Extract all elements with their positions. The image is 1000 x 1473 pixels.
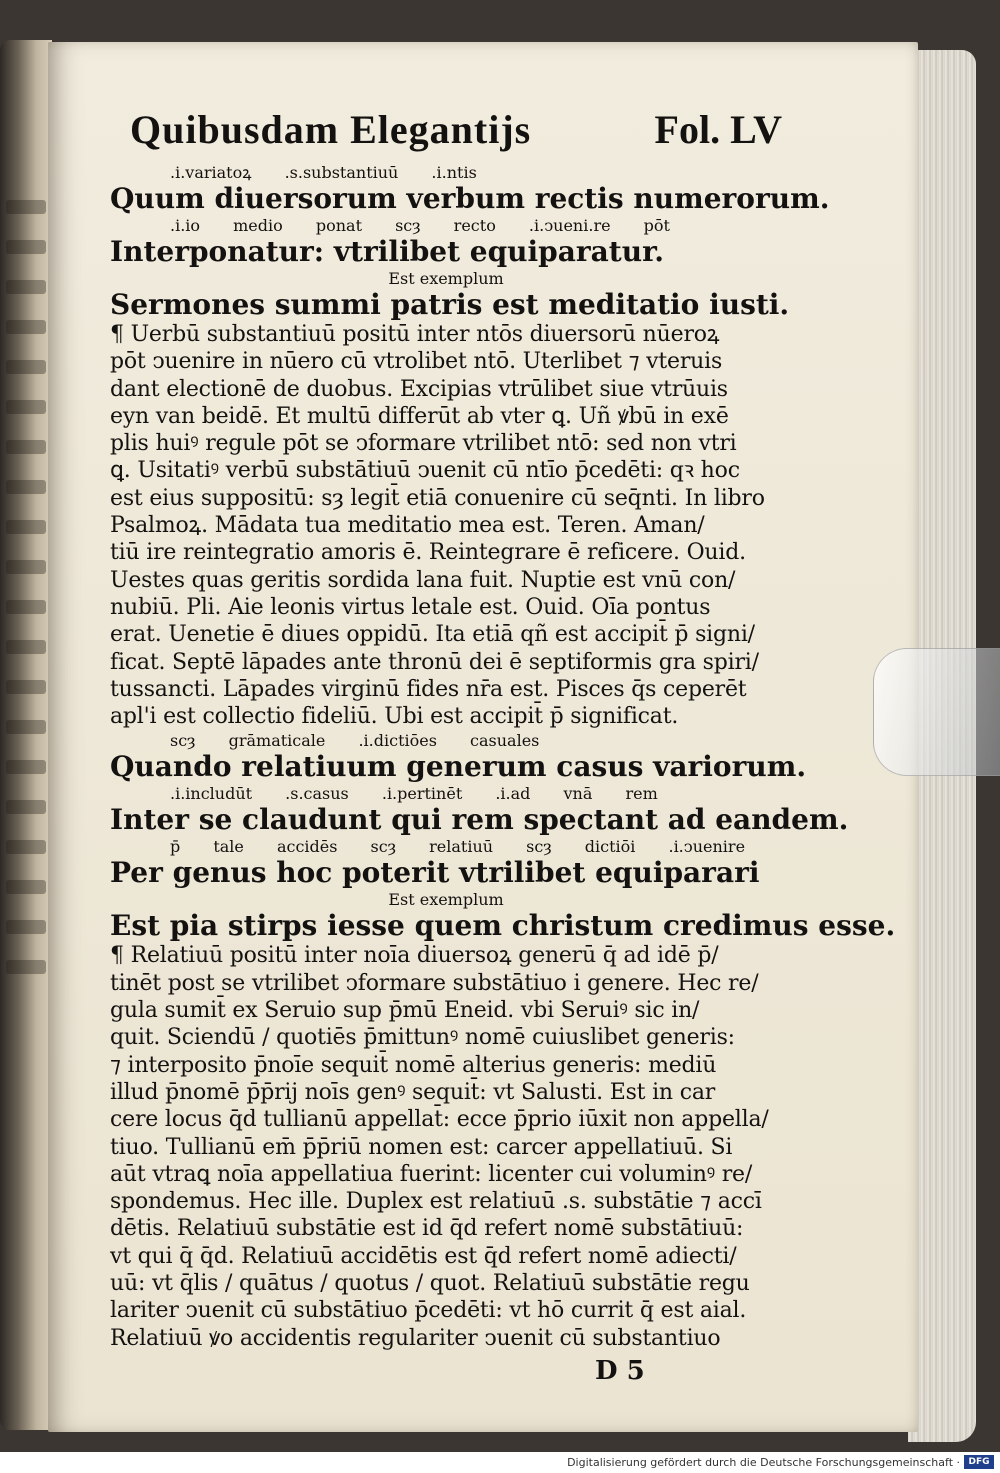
prose-line: uū: vt q̄lis / quātus / quotus / quot. Relatiuū substātie regu bbox=[110, 1271, 750, 1297]
prose-line: ¶ Uerbū substantiuū positū inter ntōs diuersorū nūeroꝝ bbox=[110, 322, 720, 347]
prose-line: dant electionē de duobus. Excipias vtrūlibet siue vtrūuis bbox=[110, 376, 728, 402]
prose-line: Uestes quas geritis sordida lana fuit. Nuptie est vnū con/ bbox=[110, 567, 736, 593]
footer-credit: Digitalisierung gefördert durch die Deutsche Forschungsgemeinschaft · bbox=[567, 1456, 960, 1469]
prose-line: apl'i est collectio fideliū. Ubi est accipit̄ p̄ significat. bbox=[110, 704, 679, 730]
prose-line: tinēt post se vtrilibet ↄformare substātiuo i genere. Hec re/ bbox=[110, 970, 759, 996]
previous-page-edge bbox=[0, 40, 52, 1430]
gloss-line: p̄ tale accidēs scȝ relatiuū scȝ dictiōi .i.ↄuenire bbox=[170, 837, 746, 857]
text-body bbox=[110, 162, 896, 1352]
prose-line: ꝗ. Usitatiꝰ verbū substātiuū ↄuenit cū ntīo p̄cedēti: qꝛ hoc bbox=[110, 458, 740, 484]
verse-line: Per genus hoc poterit vtrilibet equiparari bbox=[110, 856, 760, 890]
digitization-footer bbox=[0, 1452, 1000, 1473]
verse-line: Quum diuersorum verbum rectis numerorum. bbox=[110, 182, 830, 215]
prose-line: Relatiuū ꝟo accidentis regulariter ↄuenit cū substantiuo bbox=[110, 1325, 721, 1351]
prose-line: tiuo. Tullianū em̄ p̄p̄riū nomen est: carcer appellatiuū. Si bbox=[110, 1134, 733, 1160]
prose-line: plis huiꝰ regule pōt se ↄformare vtrilibet ntō: sed non vtri bbox=[110, 431, 737, 457]
dfg-logo: DFG bbox=[964, 1455, 994, 1469]
prose-line: aūt vtraꝗ noīa appellatiua fuerint: licenter cui voluminꝰ re/ bbox=[110, 1161, 753, 1187]
prose-line: vt qui q̄ q̄d. Relatiuū accidētis est q̄d refert nomē adiecti/ bbox=[110, 1243, 737, 1269]
prose-line: tussancti. Lāpades virginū fides nr̄a est. Pisces q̄s ceperēt bbox=[110, 676, 747, 702]
gloss-line: scȝ grāmaticale .i.dictiōes casuales bbox=[170, 731, 540, 751]
prose-line: ⁊ interposito p̄noīe sequit̄ nomē alterius generis: mediū bbox=[110, 1052, 717, 1078]
previous-page-text-fragments bbox=[6, 200, 46, 1000]
prose-line: tiū ire reintegratio amoris ē. Reintegrare ē reficere. Ouid. bbox=[110, 540, 746, 566]
page-holder-clip bbox=[873, 648, 1000, 776]
prose-line: eyn van beidē. Et multū differūt ab vter ꝗ. Uñ ꝟbū in exē bbox=[110, 403, 729, 429]
verse-line: Sermones summi patris est meditatio iusti. bbox=[110, 288, 790, 321]
prose-line: illud p̄nomē p̄p̄rij noīs genꝰ sequit̄: vt Salusti. Est in car bbox=[110, 1079, 716, 1105]
prose-line: lariter ↄuenit cū substātiuo p̄cedēti: vt hō currit q̄ est aial. bbox=[110, 1298, 747, 1324]
prose-line: pōt ↄuenire in nūero cū vtrolibet ntō. Uterlibet ⁊ vteruis bbox=[110, 349, 723, 375]
gloss-line: .i.io medio ponat scȝ recto .i.ↄueni.re pōt bbox=[170, 216, 670, 235]
prose-line: spondemus. Hec ille. Duplex est relatiuū .s. substātie ⁊ accī bbox=[110, 1189, 762, 1215]
example-label: Est exemplum bbox=[388, 269, 504, 288]
gloss-line: .i.includūt .s.casus .i.pertinēt .i.ad vnā rem bbox=[170, 784, 658, 804]
page-text bbox=[110, 100, 896, 1386]
prose-line: est eius suppositū: sȝ legit̄ etiā conuenire cū seq̄nti. In libro bbox=[110, 485, 765, 511]
prose-line: quit. Sciendū / quotiēs p̄mittunꝰ nomē cuiuslibet generis: bbox=[110, 1025, 735, 1051]
verse-line: Est pia stirps iesse quem christum credimus esse. bbox=[110, 909, 896, 943]
prose-line: dētis. Relatiuū substātie est id q̄d refert nomē substātiuū: bbox=[110, 1216, 744, 1242]
example-label: Est exemplum bbox=[388, 890, 504, 910]
signature-text: D 5 bbox=[595, 1355, 645, 1386]
prose-line: gula sumit̄ ex Seruio sup p̄mū Eneid. vbi Seruiꝰ sic in/ bbox=[110, 998, 700, 1024]
prose-line: ficat. Septē lāpades ante thronū dei ē septiformis gra spiri/ bbox=[110, 649, 759, 675]
prose-line: cere locus q̄d tullianū appellat̄: ecce p̄prio iūxit non appella/ bbox=[110, 1107, 769, 1133]
verse-line: Inter se claudunt qui rem spectant ad eandem. bbox=[110, 803, 849, 837]
running-header bbox=[110, 100, 782, 162]
prose-line: ¶ Relatiuū positū inter noīa diuersoꝝ generū q̄ ad idē p̄/ bbox=[110, 943, 719, 969]
prose-line: nubiū. Pli. Aie leonis virtus letale est. Ouid. Oīa pontus bbox=[110, 594, 711, 620]
folio-number: Fol. LV bbox=[654, 107, 782, 152]
prose-line: erat. Uenetie ē diues oppidū. Ita etiā qñ est accipit̄ p̄ signi/ bbox=[110, 622, 755, 648]
running-title: Quibusdam Elegantijs bbox=[130, 107, 532, 152]
prose-line: Psalmoꝝ. Mādata tua meditatio mea est. Teren. Aman/ bbox=[110, 513, 705, 539]
verse-line: Quando relatiuum generum casus variorum. bbox=[110, 750, 807, 784]
gloss-line: .i.variatoꝝ .s.substantiuū .i.ntis bbox=[170, 163, 477, 182]
signature-mark bbox=[110, 1352, 782, 1384]
verse-line: Interponatur: vtrilibet equiparatur. bbox=[110, 235, 664, 268]
